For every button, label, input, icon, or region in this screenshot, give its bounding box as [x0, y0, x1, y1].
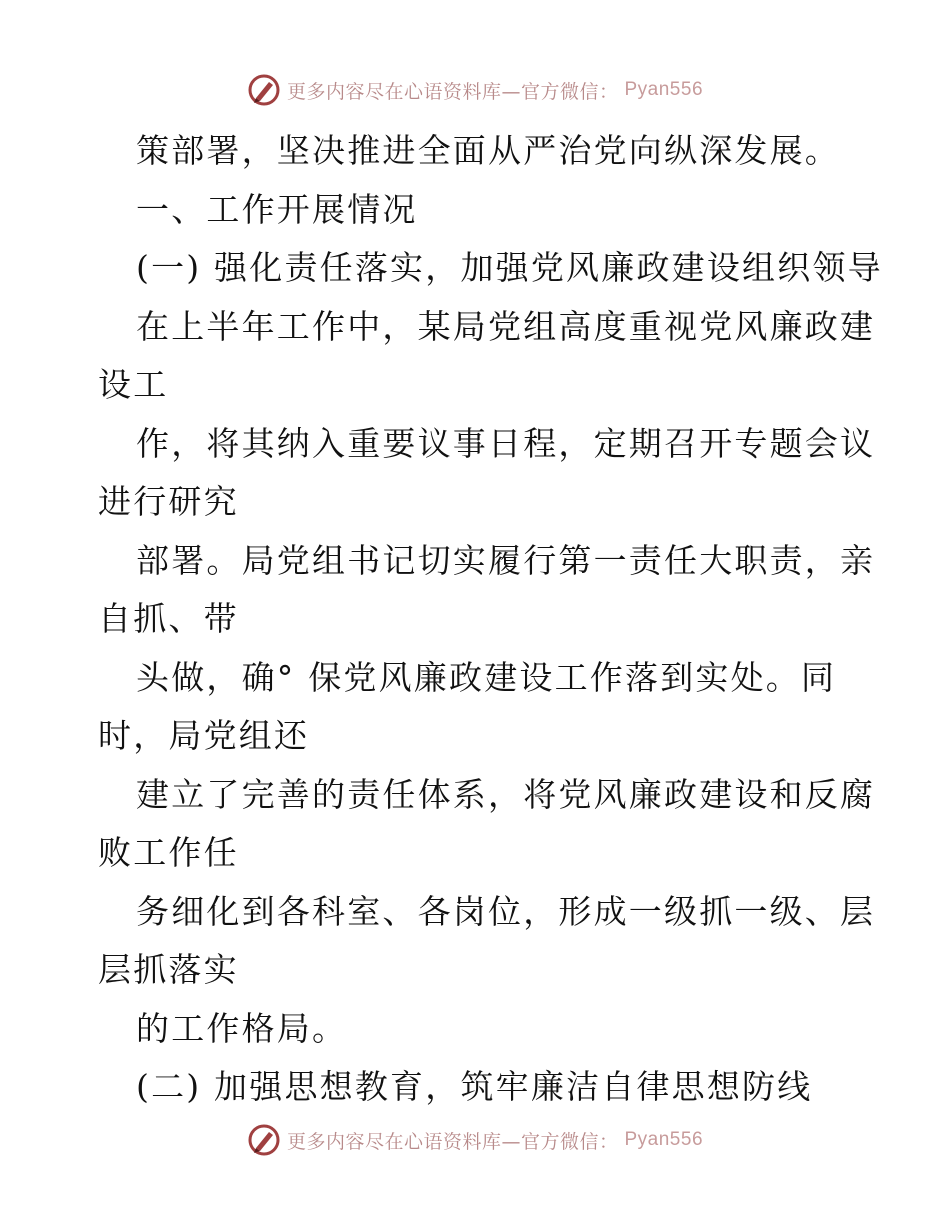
- text-line: 的工作格局。: [136, 1008, 348, 1048]
- text-line: 自抓、带: [98, 599, 239, 638]
- text-line: 层抓落实: [98, 950, 239, 989]
- document-body: [98, 122, 883, 1117]
- text-line: 时，局党组还: [98, 716, 310, 755]
- watermark-footer: [0, 1120, 950, 1160]
- watermark-id: Pyan556: [624, 79, 704, 100]
- text-line: 作，将其纳入重要议事日程，定期召开专题会议: [136, 423, 876, 463]
- pen-logo-icon: [247, 1123, 281, 1157]
- text-line: 进行研究: [98, 482, 239, 521]
- text-line: 部署。局党组书记切实履行第一责任大职责，亲: [136, 540, 876, 580]
- watermark-header: [0, 70, 950, 110]
- text-line: (二) 加强思想教育，筑牢廉洁自律思想防线: [136, 1067, 813, 1106]
- text-line: 建立了完善的责任体系，将党风廉政建设和反腐: [136, 774, 876, 814]
- text-line: 务细化到各科室、各岗位，形成一级抓一级、层: [136, 891, 876, 931]
- text-line: 设工: [98, 365, 169, 404]
- text-line: (一) 强化责任落实，加强党风廉政建设组织领导: [136, 248, 883, 287]
- watermark-id: Pyan556: [624, 1129, 704, 1150]
- text-line: 败工作任: [98, 833, 239, 872]
- watermark-text: 更多内容尽在心语资料库—官方微信：: [286, 80, 619, 103]
- text-line: 策部署，坚决推进全面从严治党向纵深发展。: [136, 131, 840, 170]
- text-line: 在上半年工作中，某局党组高度重视党风廉政建: [136, 306, 876, 346]
- text-line: 一、工作开展情况: [136, 189, 418, 229]
- text-line: 头做，确° 保党风廉政建设工作落到实处。同: [136, 657, 837, 697]
- pen-logo-icon: [247, 73, 281, 107]
- watermark-text: 更多内容尽在心语资料库—官方微信：: [286, 1130, 619, 1153]
